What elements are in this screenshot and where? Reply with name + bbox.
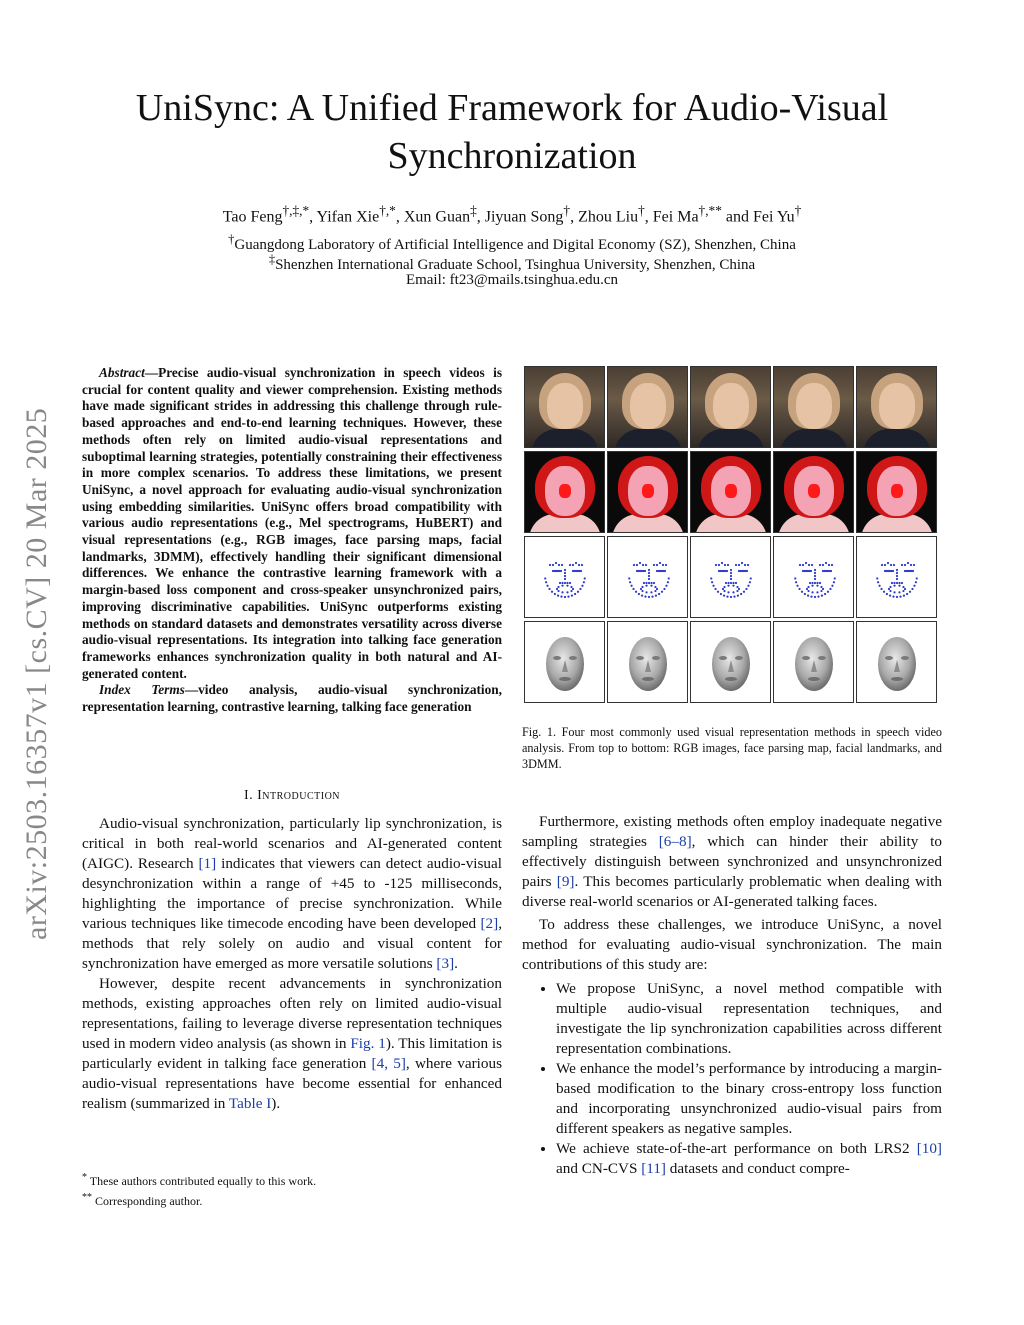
rgb-frame bbox=[524, 366, 605, 448]
parsing-row bbox=[524, 451, 938, 533]
rgb-frame bbox=[773, 366, 854, 448]
author-mark: † bbox=[794, 203, 802, 218]
index-terms-label: Index Terms bbox=[99, 682, 185, 698]
citation-link[interactable]: [6–8] bbox=[658, 833, 692, 850]
table-link[interactable]: Table I bbox=[228, 1095, 272, 1112]
landmark-row bbox=[524, 536, 938, 618]
contribution-list bbox=[522, 979, 942, 1179]
section-heading bbox=[82, 788, 502, 804]
author-mark: † bbox=[638, 203, 645, 218]
affiliation-text: Guangdong Laboratory of Artificial Intelligence and Digital Economy (SZ), Shenzhen, China bbox=[234, 237, 796, 253]
author-mark: †,* bbox=[379, 203, 396, 218]
3dmm-frame bbox=[773, 621, 854, 703]
intro-right-column bbox=[522, 812, 942, 1179]
abstract bbox=[82, 365, 502, 716]
paragraph: To address these challenges, we introduce UniSync, a novel method for evaluating audio-visual synchronization. The main contributions of this study are: bbox=[522, 916, 942, 973]
intro-left-column bbox=[82, 814, 502, 1114]
rgb-frame bbox=[690, 366, 771, 448]
list-item: • We achieve state-of-the-art performance on both LRS2 [10] and CN-CVS [11] datasets and conduct compre- bbox=[556, 1139, 942, 1179]
citation-link[interactable]: [3] bbox=[436, 955, 455, 972]
author-name: Zhou Liu bbox=[578, 208, 639, 226]
parsing-frame bbox=[856, 451, 937, 533]
citation-link[interactable]: [11] bbox=[641, 1160, 666, 1177]
footnote: ** Corresponding author. bbox=[82, 1191, 203, 1208]
landmark-frame bbox=[773, 536, 854, 618]
rgb-frame bbox=[856, 366, 937, 448]
figure-1 bbox=[524, 366, 938, 706]
author-name: Yifan Xie bbox=[316, 208, 380, 226]
section-number: I. bbox=[243, 788, 254, 803]
abstract-text: —Precise audio-visual synchronization in speech videos is crucial for content quality and viewer comprehension. Existing methods have made significant strides in addressing this challenge through rule-based approaches and end-to-end learning techniques. However, these methods often rely on limited audio-visual representations and suboptimal learning strategies, potentially constraining their effectiveness in more complex scenarios. To address these limitations, we present UniSync, a novel approach for evaluating audio-visual synchronization using embedding similarities. UniSync offers broad compatibility with various audio representations (e.g., Mel spectrograms, HuBERT) and visual representations (e.g., RGB images, face parsing maps, facial landmarks, 3DMM), effectively handling their significant dimensional differences. We enhance the contrastive learning framework with a margin-based loss component and cross-speaker unsynchronized pairs, improving discriminative capabilities. UniSync outperforms existing methods on standard datasets and demonstrates versatility across diverse audio-visual representations. Its integration into talking face generation frameworks enhances synchronization quality in both natural and AI-generated content. bbox=[82, 365, 502, 681]
3dmm-frame bbox=[524, 621, 605, 703]
paragraph: Furthermore, existing methods often employ inadequate negative sampling strategies [6–8], which can hinder their ability to effectively distinguish between synchronized and unsynchronized pairs [9]. This becomes particularly problematic when dealing with diverse real-world scenarios or AI-generated talking faces. bbox=[522, 813, 942, 910]
citation-link[interactable]: [2] bbox=[480, 915, 499, 932]
footnotes bbox=[82, 1170, 502, 1209]
parsing-frame bbox=[690, 451, 771, 533]
author-mark: † bbox=[563, 203, 571, 218]
author-name: Fei Ma bbox=[652, 208, 699, 226]
landmark-frame bbox=[856, 536, 937, 618]
list-item: • We enhance the model’s performance by introducing a margin-based modification to the binary cross-entropy loss function and incorporating unsynchronized audio-visual pairs from different speakers as negative samples. bbox=[556, 1059, 942, 1139]
section-title: Introduction bbox=[257, 788, 341, 803]
parsing-frame bbox=[524, 451, 605, 533]
author-mark: ‡ bbox=[470, 203, 477, 218]
rgb-frame bbox=[607, 366, 688, 448]
affiliation-mark: † bbox=[228, 232, 235, 246]
citation-link[interactable]: [10] bbox=[916, 1140, 942, 1157]
figure-link[interactable]: Fig. 1 bbox=[350, 1035, 386, 1052]
author-mark: †,‡,* bbox=[282, 203, 310, 218]
footnote: * These authors contributed equally to this work. bbox=[82, 1172, 317, 1188]
list-item: • We propose UniSync, a novel method compatible with multiple audio-visual representation techniques, and investigate the lip synchronization capabilities across different representation combinations. bbox=[556, 979, 942, 1059]
author-line: Tao Feng†,‡,*, Yifan Xie†,*, Xun Guan‡, Jiyuan Song†, Zhou Liu†, Fei Ma†,** and Fei Yu† bbox=[222, 203, 802, 226]
landmark-frame bbox=[607, 536, 688, 618]
paragraph: Audio-visual synchronization, particularly lip synchronization, is critical in both real-world scenarios and AI-generated content (AIGC). Research [1] indicates that viewers can detect audio-visual desynchronization within a range of +45 to -125 milliseconds, highlighting the importance of precise synchronization. While various techniques like timecode encoding have been developed [2], methods that rely solely on audio and visual content for synchronization have emerged as more versatile solutions [3]. bbox=[82, 815, 502, 972]
affiliation-mark: ‡ bbox=[268, 252, 276, 266]
parsing-frame bbox=[607, 451, 688, 533]
citation-link[interactable]: [1] bbox=[198, 855, 217, 872]
figure-caption: Fig. 1. Four most commonly used visual representation methods in speech video analysis. From top to bottom: RGB images, face parsing map, facial landmarks, and 3DMM. bbox=[522, 725, 942, 771]
author-and: and bbox=[725, 208, 749, 226]
index-terms-text: —video analysis, audio-visual synchronization, representation learning, contrastive learning, talking face generation bbox=[82, 682, 502, 715]
email: Email: ft23@mails.tsinghua.edu.cn bbox=[405, 272, 619, 288]
author-name: Tao Feng bbox=[222, 208, 283, 226]
parsing-frame bbox=[773, 451, 854, 533]
abstract-label: Abstract bbox=[99, 365, 145, 380]
landmark-frame bbox=[524, 536, 605, 618]
arxiv-stamp: arXiv:2503.16357v1 [cs.CV] 20 Mar 2025 bbox=[20, 407, 53, 940]
author-mark: †,** bbox=[698, 203, 722, 218]
citation-link[interactable]: [9] bbox=[556, 873, 575, 890]
author-name: Fei Yu bbox=[752, 208, 795, 226]
rgb-row bbox=[524, 366, 938, 448]
landmark-frame bbox=[690, 536, 771, 618]
3dmm-frame bbox=[607, 621, 688, 703]
3dmm-frame bbox=[856, 621, 937, 703]
citation-link[interactable]: [4, 5] bbox=[371, 1055, 406, 1072]
paragraph: However, despite recent advancements in synchronization methods, existing approaches often rely on limited audio-visual representations, failing to leverage diverse representation techniques used in modern video analysis (as shown in Fig. 1). This limitation is particularly evident in talking face generation [4, 5], where various audio-visual representations have become essential for enhanced realism (summarized in Table I). bbox=[82, 975, 503, 1112]
author-name: Jiyuan Song bbox=[484, 208, 564, 226]
author-name: Xun Guan bbox=[403, 208, 471, 226]
3dmm-row bbox=[524, 621, 938, 703]
paper-title: UniSync: A Unified Framework for Audio-Visual Synchronization bbox=[135, 87, 889, 177]
3dmm-frame bbox=[690, 621, 771, 703]
affiliation-text: Shenzhen International Graduate School, Tsinghua University, Shenzhen, China bbox=[275, 257, 756, 273]
